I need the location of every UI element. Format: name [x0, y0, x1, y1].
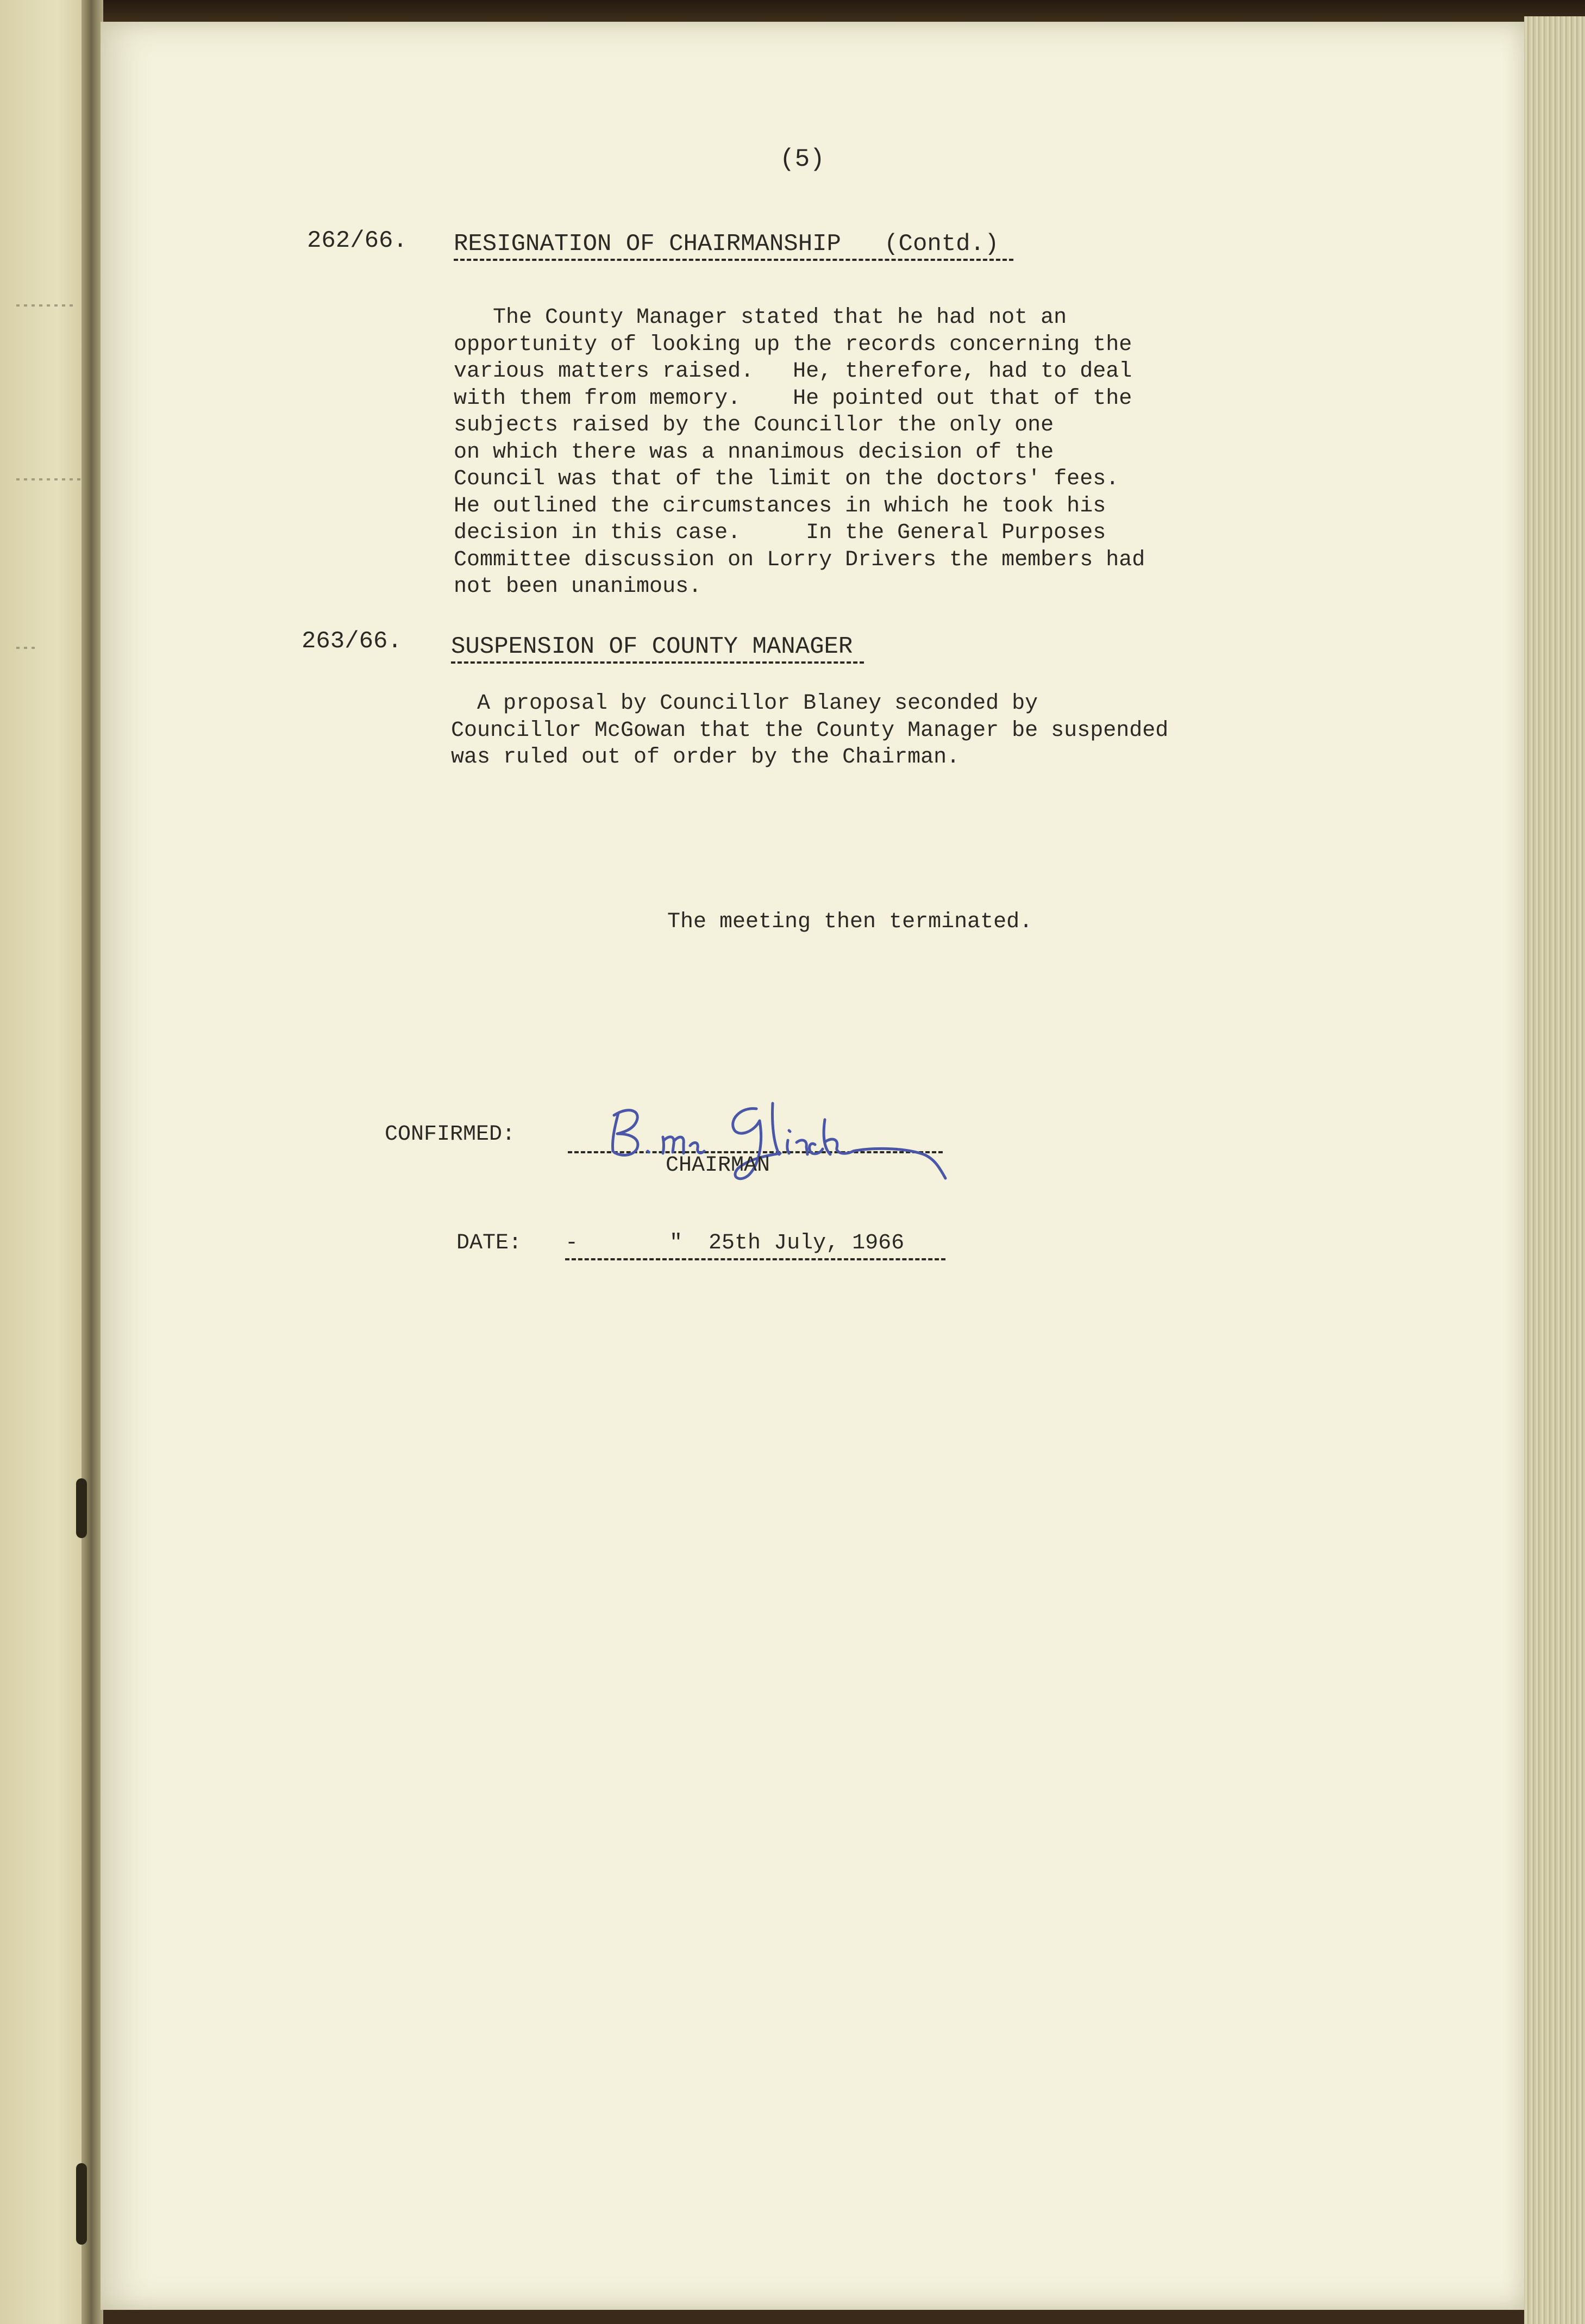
minute-number: 263/66.	[302, 628, 402, 655]
print-through-mark	[16, 304, 76, 307]
body-line: with them from memory. He pointed out that of the	[454, 386, 1132, 411]
print-through-mark	[16, 647, 38, 649]
body-line: Councillor McGowan that the County Manager be suspended	[451, 718, 1169, 743]
minute-heading: RESIGNATION OF CHAIRMANSHIP (Contd.)	[454, 230, 1013, 261]
body-line: The County Manager stated that he had not an	[454, 305, 1067, 330]
book-gutter	[82, 0, 103, 2324]
print-through-mark	[16, 478, 87, 480]
minute-number: 262/66.	[307, 227, 408, 254]
body-line: subjects raised by the Councillor the only one	[454, 413, 1054, 438]
closing-statement: The meeting then terminated.	[667, 910, 1033, 934]
chairman-label: CHAIRMAN	[666, 1153, 770, 1178]
date-value: - " 25th July, 1966	[565, 1230, 945, 1260]
book-top-edge	[0, 0, 1585, 22]
confirmed-label: CONFIRMED:	[385, 1122, 516, 1147]
page-number: (5)	[780, 145, 825, 173]
body-line: opportunity of looking up the records concerning the	[454, 332, 1132, 357]
body-line: was ruled out of order by the Chairman.	[451, 745, 960, 770]
binding-mark	[76, 2163, 87, 2245]
body-line: Committee discussion on Lorry Drivers the members had	[454, 547, 1145, 572]
body-line: Council was that of the limit on the doctors' fees.	[454, 467, 1119, 491]
body-line: He outlined the circumstances in which he took his	[454, 493, 1106, 518]
minute-body	[454, 304, 1145, 601]
page-edges	[1524, 16, 1585, 2324]
body-line: on which there was a nnanimous decision of the	[454, 440, 1054, 465]
minute-body	[451, 690, 1168, 771]
minute-heading: SUSPENSION OF COUNTY MANAGER	[451, 633, 864, 664]
body-line: various matters raised. He, therefore, had to deal	[454, 359, 1132, 384]
handwritten-signature	[598, 1087, 978, 1185]
binding-mark	[76, 1478, 87, 1538]
date-label: DATE:	[456, 1231, 522, 1255]
body-line: A proposal by Councillor Blaney seconded by	[451, 691, 1038, 716]
previous-page-strip	[0, 0, 95, 2324]
body-line: not been unanimous.	[454, 574, 702, 599]
body-line: decision in this case. In the General Purposes	[454, 521, 1106, 545]
